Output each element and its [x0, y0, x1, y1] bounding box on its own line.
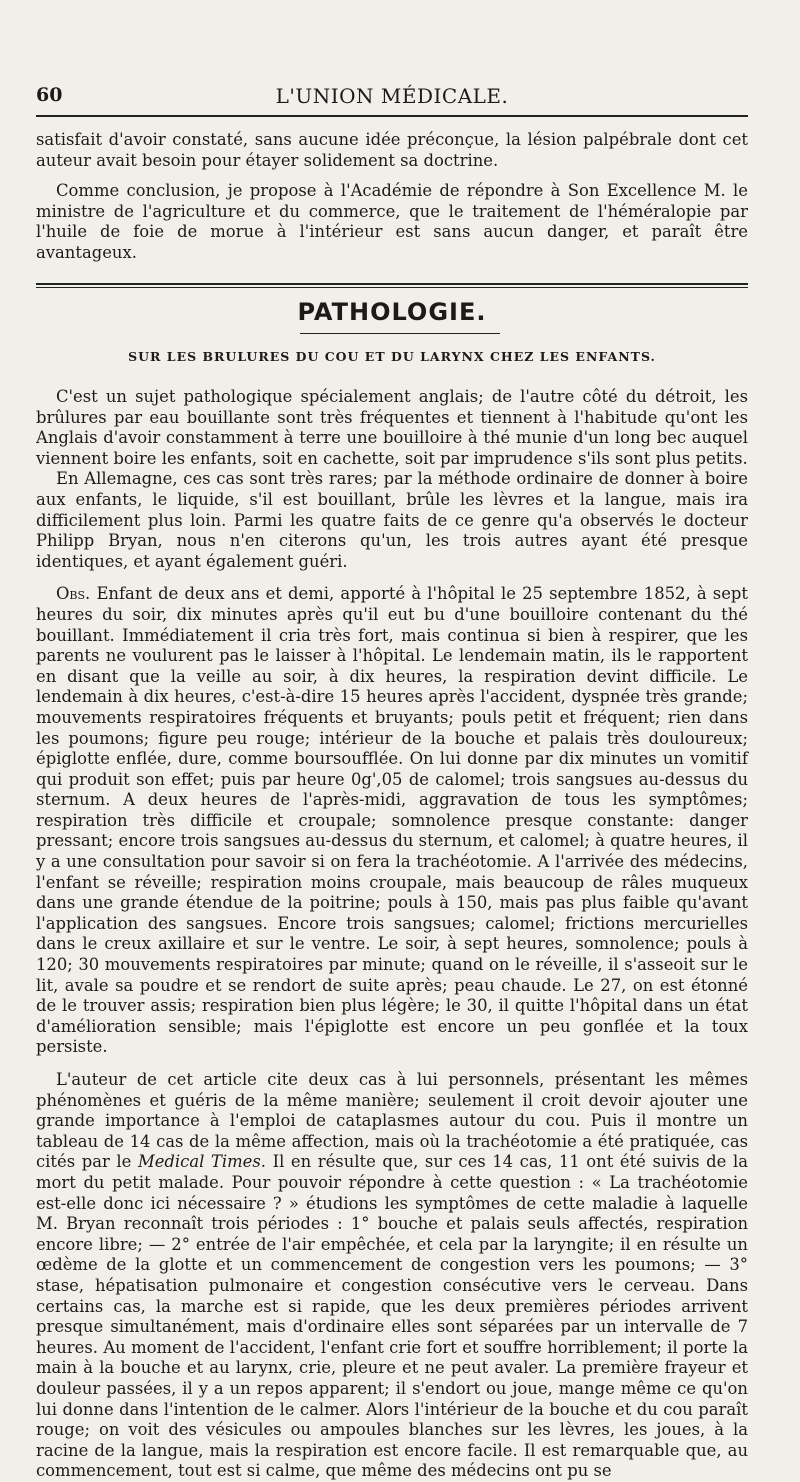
observation-text: Enfant de deux ans et demi, apporté à l'hôpital le 25 septembre 1852, à sept heures du soir, dix minutes après qu'il eut bu d'une bouilloire contenant du thé bouillant. Immédiatement il cria très fort, mais continua si bien à respirer, que les parents ne voulurent pas le laisser à l'hôpital. Le lendemain matin, ils le rapportent en disant que la veille au soir, à dix heures, la respiration devint difficile. Le lendemain à dix heures, c'est-à-dire 15 heures après l'accident, dyspnée très grande; mouvements respiratoires fréquents et bruyants; pouls petit et fréquent; rien dans les poumons; figure peu rouge; intérieur de la bouche et palais très douloureux; épiglotte enflée, dure, comme boursoufflée. On lui donne par dix minutes un vomitif qui produit son effet; puis par heure 0g',05 de calomel; trois sangsues au-dessus du sternum. A deux heures de l'après-midi, aggravation de tous les symptômes; respiration très difficile et croupale; somnolence presque constante: danger pressant; encore trois sangsues au-dessus du sternum, et calomel; à quatre heures, il y a une consultation pour savoir si on fera la trachéotomie. A l'arrivée des médecins, l'enfant se réveille; respiration moins croupale, mais beaucoup de râles muqueux dans une grande étendue de la poitrine; pouls à 150, mais pas plus faible qu'avant l'application des sangsues. Encore trois sangsues; calomel; frictions mercurielles dans le creux axillaire et sur le ventre. Le soir, à sept heures, somnolence; pouls à 120; 30 mouvements respiratoires par minute; quand on le réveille, il s'asseoit sur le lit, avale sa poudre et se rendort de suite après; peau chaude. Le 27, on est étonné de le trouver assis; respiration bien plus légère; le 30, il quitte l'hôpital dans un état d'amélioration sensible; mais l'épiglotte est encore un peu gonflée et la toux persiste. — [36, 584, 748, 1057]
section-separator-rule — [36, 283, 748, 285]
closing-text: L'auteur de cet article cite deux cas à lui personnels, présentant les mêmes phénomènes et guéris de la même manière; seulement il croit devoir ajouter une grande importance à l'emploi de cataplasmes autour du cou. Puis il montre un tableau de 14 cas de la même affection, mais où la trachéotomie a été pratiquée, cas cités par le — [36, 1070, 748, 1172]
paragraph: C'est un sujet pathologique spécialement anglais; de l'autre côté du détroit, les brûlures par eau bouillante sont très fréquentes et tiennent à l'habitude qu'ont les Anglais d'avoir constamment à terre une bouilloire à thé munie d'un long bec auquel viennent boire les enfants, soit en cachette, soit par imprudence s'ils sont plus petits. — [36, 387, 748, 468]
page-header — [36, 84, 748, 110]
observation-paragraph — [36, 584, 748, 1058]
observation-label: Obs. — [56, 584, 91, 604]
previous-article-end — [36, 130, 748, 264]
paragraph: satisfait d'avoir constaté, sans aucune idée préconçue, la lésion palpébrale dont cet auteur avait besoin pour étayer solidement sa doctrine. — [36, 130, 748, 170]
section-title: PATHOLOGIE. — [297, 298, 487, 326]
paragraph: En Allemagne, ces cas sont très rares; par la méthode ordinaire de donner à boire aux enfants, le liquide, s'il est bouillant, brûle les lèvres et la langue, mais ira difficilement plus loin. Parmi les quatre faits de ce genre qu'a observés le docteur Philipp Bryan, nous n'en citerons qu'un, les trois autres ayant été presque identiques, et ayant également guéri. — [36, 469, 748, 571]
closing-paragraph — [36, 1070, 748, 1482]
journal-title: Medical Times. — [137, 1152, 266, 1172]
page-number: 60 — [36, 84, 63, 106]
article-subtitle: SUR LES BRULURES DU COU ET DU LARYNX CHEZ LES ENFANTS. — [128, 349, 656, 364]
article-body — [36, 387, 748, 1482]
header-rule — [36, 115, 748, 117]
running-title: L'UNION MÉDICALE. — [275, 84, 509, 108]
section-separator-rule-thin — [36, 287, 748, 288]
closing-text-cont: Il en résulte que, sur ces 14 cas, 11 ont été suivis de la mort du petit malade. Pour pouvoir répondre à cette question : « La trachéotomie est-elle donc ici nécessaire ? » étudions les symptômes de cette maladie à laquelle M. Bryan reconnaît trois périodes : 1° bouche et palais seuls affectés, respiration encore libre; — 2° entrée de l'air empêchée, et cela par la laryngite; il en résulte un œdème de la glotte et un commencement de congestion vers les poumons; — 3° stase, hépatisation pulmonaire et congestion consécutive vers le cerveau. Dans certains cas, la marche est si rapide, que les deux premières périodes arrivent presque simultanément, mais d'ordinaire elles sont séparées par un intervalle de 7 heures. Au moment de l'accident, l'enfant crie fort et souffre horriblement; il porte la main à la bouche et au larynx, crie, pleure et ne peut avaler. La première frayeur et douleur passées, il y a un repos apparent; il s'endort ou joue, mange même ce qu'on lui donne dans l'intention de le calmer. Alors l'intérieur de la bouche et du cou paraît rouge; on voit des vésicules ou ampoules blanches sur les lèvres, les joues, à la racine de la langue, mais la respiration est encore facile. Il est remarquable que, au commencement, tout est si calme, que même des médecins ont pu se — [36, 1152, 748, 1481]
title-underline — [300, 333, 500, 334]
paragraph: Comme conclusion, je propose à l'Académie de répondre à Son Excellence M. le ministre de l'agriculture et du commerce, que le traitement de l'héméralopie par l'huile de foie de morue à l'intérieur est sans aucun danger, et paraît être avantageux. — [36, 181, 748, 262]
